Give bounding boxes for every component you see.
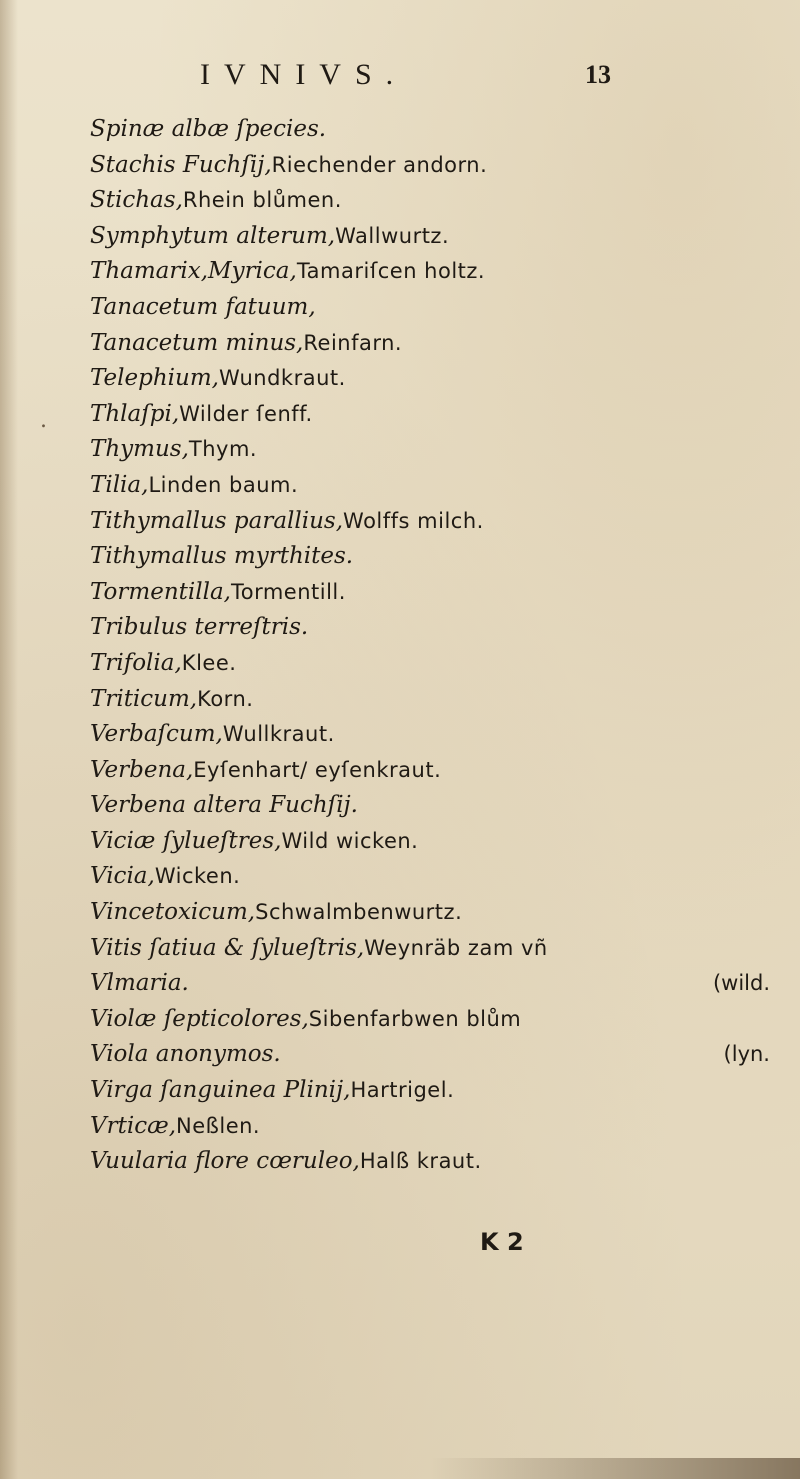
latin-name: Viola anonymos. bbox=[90, 1041, 281, 1068]
list-item bbox=[90, 895, 770, 931]
latin-name: Tanacetum minus, bbox=[90, 329, 304, 356]
latin-name: Thymus, bbox=[90, 436, 189, 463]
german-name: Rhein blůmen. bbox=[182, 188, 342, 213]
german-name: Wild wicken. bbox=[281, 828, 419, 853]
latin-name: Tribulus terreſtris. bbox=[90, 614, 309, 641]
list-item bbox=[90, 290, 770, 326]
latin-name: Trifolia, bbox=[90, 649, 182, 676]
latin-name: Vuularia flore cœruleo, bbox=[90, 1148, 360, 1175]
latin-name: Tithymallus myrthites. bbox=[90, 543, 354, 570]
latin-name: Thamarix,Myrica, bbox=[90, 258, 297, 285]
german-name: Klee. bbox=[181, 650, 237, 675]
latin-name: Tithymallus parallius, bbox=[90, 507, 344, 534]
list-item bbox=[90, 610, 770, 646]
latin-name: Tilia, bbox=[90, 471, 149, 498]
german-name: Reinfarn. bbox=[303, 330, 403, 355]
list-item bbox=[90, 1144, 770, 1180]
latin-name: Verbena altera Fuchſij. bbox=[90, 792, 358, 819]
german-name: Wilder ſenff. bbox=[179, 401, 313, 426]
signature-mark: K 2 bbox=[480, 1228, 524, 1256]
latin-name: Telephium, bbox=[90, 365, 219, 392]
running-head: IVNIVS. bbox=[200, 58, 408, 91]
latin-name: Thlaſpi, bbox=[90, 400, 180, 427]
list-item bbox=[90, 539, 770, 575]
list-item bbox=[90, 148, 770, 184]
list-item bbox=[90, 468, 770, 504]
german-name: Linden baum. bbox=[148, 472, 299, 497]
latin-name: Vlmaria. bbox=[90, 970, 189, 997]
list-item bbox=[90, 575, 770, 611]
latin-name: Virga ſanguinea Plinij, bbox=[90, 1077, 351, 1104]
latin-name: Symphytum alterum, bbox=[90, 222, 336, 249]
latin-name: Vitis ſatiua & ſylueſtris, bbox=[90, 934, 365, 961]
list-item bbox=[90, 1037, 770, 1073]
list-item bbox=[90, 717, 770, 753]
list-item bbox=[90, 432, 770, 468]
latin-name: Viciæ ſylueſtres, bbox=[90, 827, 282, 854]
list-item bbox=[90, 931, 770, 967]
german-name: Wallwurtz. bbox=[335, 223, 450, 248]
german-name: Tamariſcen holtz. bbox=[296, 259, 486, 284]
list-item bbox=[90, 859, 770, 895]
german-name: Hartrigel. bbox=[350, 1078, 455, 1103]
margin-mark: . bbox=[40, 408, 47, 433]
page-gutter-shadow bbox=[0, 0, 18, 1479]
latin-name: Verbaſcum, bbox=[90, 721, 223, 748]
list-item bbox=[90, 646, 770, 682]
latin-name: Tormentilla, bbox=[90, 578, 231, 605]
german-name: Wundkraut. bbox=[218, 366, 346, 391]
german-name: Wolffs milch. bbox=[343, 508, 484, 533]
list-item bbox=[90, 788, 770, 824]
continuation: (wild. bbox=[712, 971, 770, 996]
list-item bbox=[90, 504, 770, 540]
list-item bbox=[90, 397, 770, 433]
latin-name: Vicia, bbox=[90, 863, 155, 890]
list-item bbox=[90, 966, 770, 1002]
latin-name: Spinæ albæ ſpecies. bbox=[90, 116, 327, 142]
list-item bbox=[90, 1002, 770, 1038]
latin-name: Verbena, bbox=[90, 756, 194, 783]
latin-name: Triticum, bbox=[90, 685, 198, 712]
german-name: Riechender andorn. bbox=[271, 152, 488, 177]
german-name: Schwalmbenwurtz. bbox=[255, 900, 463, 925]
continuation: (lyn. bbox=[723, 1042, 770, 1067]
latin-name: Stachis Fuchſij, bbox=[90, 151, 272, 178]
page-number: 13 bbox=[585, 60, 611, 89]
german-name: Neßlen. bbox=[176, 1113, 261, 1138]
list-item bbox=[90, 682, 770, 718]
list-item bbox=[90, 753, 770, 789]
latin-name: Stichas, bbox=[90, 187, 183, 214]
list-item bbox=[90, 112, 770, 148]
german-name: Korn. bbox=[197, 686, 254, 711]
latin-name: Vincetoxicum, bbox=[90, 899, 256, 926]
page-edge-stain bbox=[430, 1458, 800, 1479]
german-name: Wicken. bbox=[154, 864, 241, 889]
german-name: Eyſenhart/ eyſenkraut. bbox=[193, 757, 442, 782]
german-name: Thym. bbox=[188, 437, 258, 462]
german-name: Halß kraut. bbox=[359, 1149, 482, 1174]
page-header bbox=[0, 58, 800, 98]
list-item bbox=[90, 824, 770, 860]
list-item bbox=[90, 219, 770, 255]
latin-name: Vrticæ, bbox=[90, 1112, 177, 1139]
latin-name: Tanacetum fatuum, bbox=[90, 293, 316, 320]
german-name: Weynräb zam vñ bbox=[364, 935, 548, 960]
list-item bbox=[90, 183, 770, 219]
list-item bbox=[90, 361, 770, 397]
latin-name: Violæ ſepticolores, bbox=[90, 1005, 309, 1032]
german-name: Tormentill. bbox=[230, 579, 346, 604]
list-item bbox=[90, 1073, 770, 1109]
german-name: Wullkraut. bbox=[222, 722, 335, 747]
list-item bbox=[90, 254, 770, 290]
list-item bbox=[90, 1109, 770, 1145]
german-name: Sibenfarbwen blům bbox=[308, 1006, 522, 1031]
plant-name-list bbox=[90, 112, 770, 1180]
list-item bbox=[90, 326, 770, 362]
